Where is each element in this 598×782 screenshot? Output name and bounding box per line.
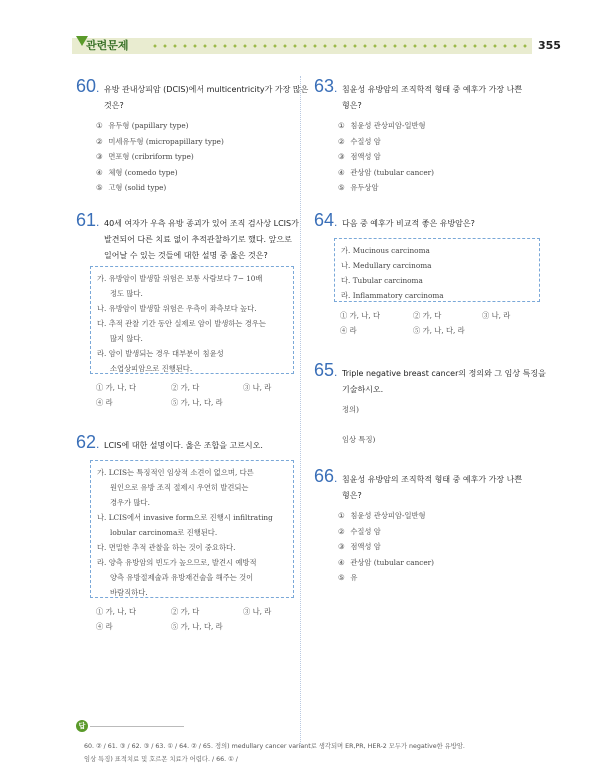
option-item[interactable]: ④ 관상암 (tubular cancer) bbox=[338, 167, 435, 177]
answer-choice[interactable]: ④ 라 bbox=[96, 622, 113, 631]
column-divider bbox=[300, 76, 301, 746]
question-line: 다음 중 예후가 비교적 좋은 유방암은? bbox=[342, 219, 475, 228]
answer-row bbox=[96, 398, 296, 413]
option-item[interactable]: ④ 체형 (comedo type) bbox=[96, 167, 178, 177]
question-60-options bbox=[96, 118, 224, 196]
section-title: 관련문제 bbox=[86, 39, 129, 52]
question-line: 일어날 수 있는 것들에 대한 설명 중 옳은 것은? bbox=[104, 251, 268, 260]
answer-choice[interactable]: ⑤ 가, 나, 다, 라 bbox=[171, 622, 223, 631]
answer-row bbox=[96, 607, 296, 622]
answer-choice[interactable]: ⑤ 가, 나, 다, 라 bbox=[413, 326, 465, 335]
question-dot: . bbox=[96, 437, 100, 451]
statement-box bbox=[90, 266, 294, 374]
option-item[interactable]: ① 침윤성 관상피암-일반형 bbox=[338, 511, 426, 520]
answer-choice[interactable]: ① 가, 나, 다 bbox=[340, 311, 381, 320]
option-item[interactable]: ③ 점액성 암 bbox=[338, 542, 381, 551]
answer-choice[interactable]: ① 가, 나, 다 bbox=[96, 383, 137, 392]
question-66-options bbox=[338, 508, 434, 586]
question-line: Triple negative breast cancer의 정의와 그 임상 특징을 bbox=[342, 369, 546, 378]
question-dot: . bbox=[334, 365, 338, 379]
option-item[interactable]: ② 수질성 암 bbox=[338, 526, 381, 536]
option-item[interactable]: ① 유두형 (papillary type) bbox=[96, 121, 189, 130]
question-number: 60 bbox=[76, 76, 97, 96]
clinical-feature-label: 임상 특징) bbox=[342, 435, 376, 444]
definition-label: 정의) bbox=[342, 405, 359, 414]
question-64 bbox=[314, 210, 337, 232]
statement-item: 다. Tubular carcinoma bbox=[341, 276, 423, 285]
question-line: 형은? bbox=[342, 491, 362, 500]
header-dots bbox=[150, 38, 528, 54]
option-item[interactable]: ③ 면포형 (cribriform type) bbox=[96, 152, 194, 161]
question-number: 63 bbox=[314, 76, 335, 96]
answer-choice[interactable]: ② 가, 다 bbox=[413, 311, 442, 320]
question-number: 64 bbox=[314, 210, 335, 230]
statement-item: 가. 유방암이 발생할 위험은 보통 사람보다 7− 10배 정도 많다. bbox=[97, 274, 263, 298]
question-number: 65 bbox=[314, 360, 335, 380]
answer-key-line: 60. ② / 61. ③ / 62. ③ / 63. ① / 64. ② / 65. 정의) medullary cancer variant로 생각되며 ER,PR, HER-2 모두가 negative한 유방암. bbox=[84, 743, 465, 750]
question-dot: . bbox=[334, 81, 338, 95]
question-65-text bbox=[342, 366, 546, 398]
question-dot: . bbox=[334, 215, 338, 229]
question-line: 형은? bbox=[342, 101, 362, 110]
option-item[interactable]: ⑤ 유두상암 bbox=[338, 183, 379, 192]
question-61 bbox=[76, 210, 99, 232]
answer-row bbox=[340, 326, 540, 341]
answer-choice[interactable]: ② 가, 다 bbox=[171, 607, 200, 616]
footer-rule bbox=[90, 726, 184, 727]
answer-row bbox=[340, 311, 540, 326]
option-item[interactable]: ③ 점액성 암 bbox=[338, 152, 381, 161]
question-line: 40세 여자가 우측 유방 종괴가 있어 조직 검사상 LCIS가 bbox=[104, 219, 299, 228]
question-66-text bbox=[342, 472, 522, 504]
answer-row bbox=[96, 622, 296, 637]
question-number: 62 bbox=[76, 432, 97, 452]
option-item[interactable]: ① 침윤성 관상피암-일반형 bbox=[338, 121, 426, 130]
statement-item: 라. 양측 유방암의 빈도가 높으므로, 발견시 예방적 양측 유방절제술과 유방재건술을 해주는 것이 바람직하다. bbox=[97, 558, 257, 597]
answer-choice[interactable]: ③ 나, 라 bbox=[482, 311, 511, 320]
statement-item: 다. 면밀한 추적 관찰을 하는 것이 중요하다. bbox=[97, 543, 236, 552]
answer-choice[interactable]: ④ 라 bbox=[96, 398, 113, 407]
statement-item: 가. LCIS는 특징적인 임상적 소견이 없으며, 다른 원인으로 유방 조직 절제시 우연히 발견되는 경우가 많다. bbox=[97, 468, 254, 507]
question-63-options bbox=[338, 118, 434, 196]
question-62-text bbox=[104, 438, 263, 454]
answer-choice[interactable]: ④ 라 bbox=[340, 326, 357, 335]
option-item[interactable]: ② 수질성 암 bbox=[338, 136, 381, 146]
statement-item: 나. Medullary carcinoma bbox=[341, 261, 432, 270]
question-line: 기술하시오. bbox=[342, 385, 384, 394]
question-62 bbox=[76, 432, 99, 454]
answer-choice[interactable]: ③ 나, 라 bbox=[243, 383, 272, 392]
answer-choice[interactable]: ② 가, 다 bbox=[171, 383, 200, 392]
statement-box bbox=[90, 460, 294, 598]
statement-item: 가. Mucinous carcinoma bbox=[341, 246, 430, 255]
question-line: LCIS에 대한 설명이다. 옳은 조합을 고르시오. bbox=[104, 441, 263, 450]
answer-key bbox=[84, 740, 554, 766]
question-line: 침윤성 유방암의 조직학적 형태 중 예후가 가장 나쁜 bbox=[342, 85, 523, 94]
question-line: 것은? bbox=[104, 101, 124, 110]
option-item[interactable]: ⑤ 고형 (solid type) bbox=[96, 183, 167, 192]
question-number: 61 bbox=[76, 210, 97, 230]
question-66 bbox=[314, 466, 337, 488]
answer-choice[interactable]: ⑤ 가, 나, 다, 라 bbox=[171, 398, 223, 407]
statement-item: 라. 암이 발생되는 경우 대부분이 침윤성 소엽상피암으로 진행된다. bbox=[97, 349, 224, 373]
question-dot: . bbox=[96, 81, 100, 95]
statement-item: 라. Inflammatory carcinoma bbox=[341, 291, 444, 300]
option-item[interactable]: ⑤ 유 bbox=[338, 573, 358, 582]
statement-item: 나. 유방암이 발생할 위험은 우측이 좌측보다 높다. bbox=[97, 304, 257, 313]
statement-box bbox=[334, 238, 540, 302]
question-line: 발견되어 다른 치료 없이 추적관찰하기로 했다. 앞으로 bbox=[104, 235, 292, 244]
answer-choice[interactable]: ① 가, 나, 다 bbox=[96, 607, 137, 616]
question-60-text bbox=[104, 82, 308, 114]
answer-badge-icon bbox=[76, 720, 88, 732]
question-64-text bbox=[342, 216, 475, 232]
question-65 bbox=[314, 360, 337, 382]
option-item[interactable]: ④ 관상암 (tubular cancer) bbox=[338, 557, 435, 567]
question-60 bbox=[76, 76, 99, 98]
answer-row bbox=[96, 383, 296, 398]
question-number: 66 bbox=[314, 466, 335, 486]
answer-key-line: 임상 특징) 표적치료 및 호르몬 치료가 어렵다. / 66. ① / bbox=[84, 756, 238, 763]
answer-badge-label: 답 bbox=[78, 722, 86, 730]
question-63-text bbox=[342, 82, 522, 114]
question-dot: . bbox=[96, 215, 100, 229]
question-line: 유방 관내상피암 (DCIS)에서 multicentricity가 가장 많은 bbox=[104, 85, 309, 94]
page-number: 355 bbox=[538, 39, 561, 52]
answer-choice[interactable]: ③ 나, 라 bbox=[243, 607, 272, 616]
question-61-text bbox=[104, 216, 299, 264]
question-63 bbox=[314, 76, 337, 98]
statement-item: 나. LCIS에서 invasive form으로 진행시 infiltrating lobular carcinoma로 진행된다. bbox=[97, 513, 273, 537]
option-item[interactable]: ② 미세유두형 (micropapillary type) bbox=[96, 136, 224, 146]
question-dot: . bbox=[334, 471, 338, 485]
statement-item: 다. 추적 관찰 기간 동안 실제로 암이 발생하는 경우는 많지 않다. bbox=[97, 319, 266, 343]
question-line: 침윤성 유방암의 조직학적 형태 중 예후가 가장 나쁜 bbox=[342, 475, 523, 484]
